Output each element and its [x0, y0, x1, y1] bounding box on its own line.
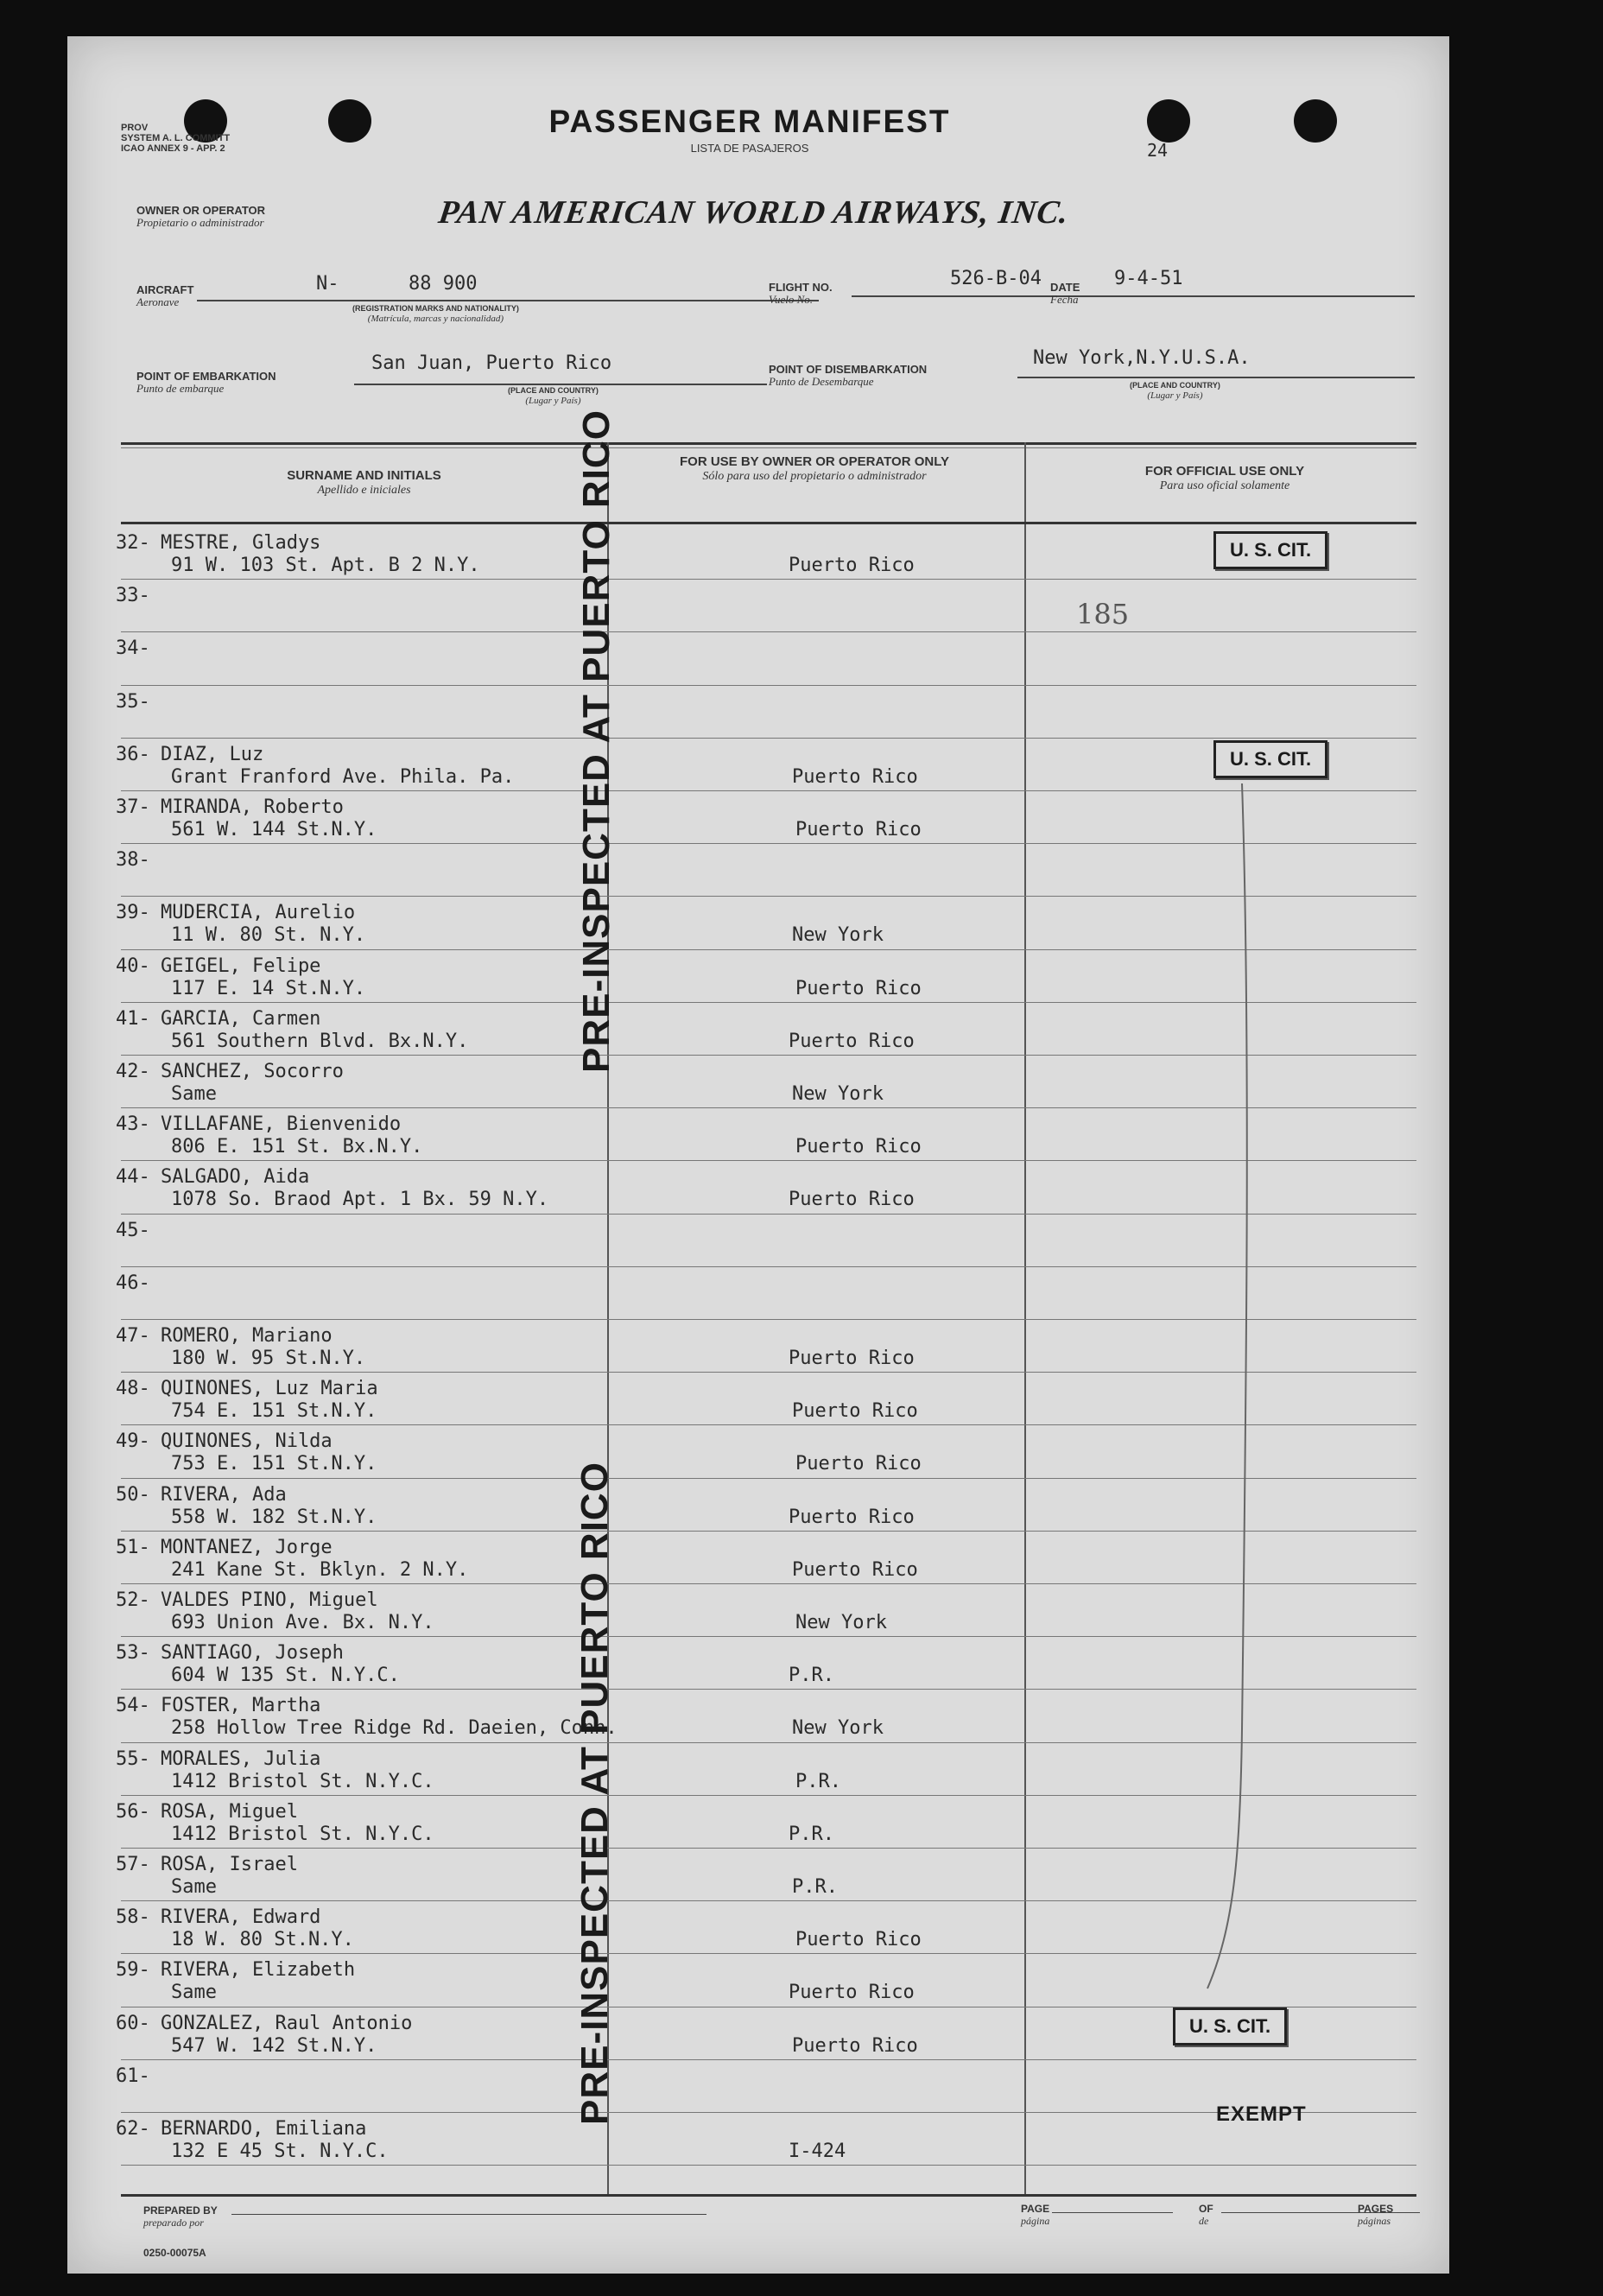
- row-number: 49-: [116, 1430, 150, 1453]
- disembarkation-label-block: POINT OF DISEMBARKATION Punto de Desembarque: [769, 363, 928, 388]
- table-top-rule: [121, 442, 1416, 445]
- passenger-address: 693 Union Ave. Bx. N.Y.: [171, 1612, 434, 1633]
- passenger-name: VALDES PINO, Miguel: [161, 1589, 378, 1611]
- row-number: 33-: [116, 585, 150, 607]
- column-header-owner-use: FOR USE BY OWNER OR OPERATOR ONLY Sólo para uso del propietario o administrador: [680, 454, 949, 483]
- row-number: 46-: [116, 1272, 150, 1294]
- passenger-name: VILLAFANE, Bienvenido: [161, 1113, 402, 1136]
- owner-use-entry: Puerto Rico: [795, 1136, 922, 1158]
- passenger-name: MUDERCIA, Aurelio: [161, 902, 356, 924]
- punch-hole: [328, 99, 371, 143]
- passenger-address: 18 W. 80 St.N.Y.: [171, 1929, 354, 1951]
- passenger-address: 561 W. 144 St.N.Y.: [171, 819, 377, 840]
- row-number: 32-: [116, 532, 150, 554]
- passenger-name: DIAZ, Luz: [161, 743, 264, 765]
- row-number: 34-: [116, 637, 150, 660]
- owner-use-entry: Puerto Rico: [795, 977, 922, 999]
- passenger-name: MIRANDA, Roberto: [161, 796, 344, 818]
- passenger-address: 91 W. 103 St. Apt. B 2 N.Y.: [171, 555, 480, 576]
- row-number: 58-: [116, 1906, 150, 1929]
- flight-label-block: FLIGHT NO. Vuelo No.: [769, 281, 833, 306]
- passenger-address: 753 E. 151 St.N.Y.: [171, 1453, 377, 1475]
- owner-use-entry: Puerto Rico: [795, 1929, 922, 1951]
- embarkation-value: San Juan, Puerto Rico: [371, 352, 612, 374]
- operator-name: PAN AMERICAN WORLD AIRWAYS, INC.: [436, 194, 1072, 231]
- row-number: 57-: [116, 1854, 150, 1875]
- owner-use-entry: New York: [792, 1717, 884, 1740]
- pencil-mark: [1190, 779, 1259, 2006]
- form-number: 0250-00075A: [143, 2247, 206, 2259]
- owner-use-entry: Puerto Rico: [792, 765, 918, 788]
- passenger-name: GARCIA, Carmen: [161, 1007, 321, 1030]
- owner-use-entry: Puerto Rico: [789, 1030, 915, 1052]
- of-label: OF de: [1199, 2203, 1213, 2227]
- row-number: 45-: [116, 1219, 150, 1241]
- row-number: 35-: [116, 690, 150, 713]
- disembarkation-value: New York,N.Y.U.S.A.: [1033, 347, 1251, 369]
- date-line: [1095, 295, 1415, 297]
- row-number: 60-: [116, 2012, 150, 2034]
- aircraft-prefix: N-: [316, 273, 339, 295]
- row-number: 39-: [116, 902, 150, 924]
- us-citizen-stamp: U. S. CIT.: [1213, 531, 1327, 569]
- passenger-address: 180 W. 95 St.N.Y.: [171, 1348, 366, 1369]
- passenger-name: RIVERA, Elizabeth: [161, 1959, 356, 1982]
- aircraft-label-block: AIRCRAFT Aeronave: [136, 283, 194, 308]
- passenger-address: 604 W 135 St. N.Y.C.: [171, 1665, 400, 1687]
- row-number: 36-: [116, 743, 150, 765]
- disembarkation-line: [1017, 377, 1415, 378]
- passenger-address: Same: [171, 1083, 217, 1105]
- row-number: 56-: [116, 1800, 150, 1823]
- page-line: [1052, 2212, 1173, 2213]
- preinspected-stamp: PRE-INSPECTED AT PUERTO RICO: [573, 1462, 616, 2125]
- prepared-by-line: [231, 2214, 706, 2215]
- disembarkation-note: (PLACE AND COUNTRY) (Lugar y País): [1130, 381, 1220, 401]
- embarkation-note: (PLACE AND COUNTRY) (Lugar y País): [508, 386, 599, 406]
- date-label-block: DATE Fecha: [1050, 281, 1080, 306]
- owner-label-block: OWNER OR OPERATOR Propietario o administrador: [136, 204, 266, 229]
- passenger-address: 547 W. 142 St.N.Y.: [171, 2034, 377, 2057]
- page-subtitle: LISTA DE PASAJEROS: [690, 142, 809, 155]
- manifest-sheet: [67, 36, 1449, 2274]
- owner-use-entry: Puerto Rico: [789, 1348, 915, 1369]
- aircraft-value: 88 900: [409, 273, 478, 295]
- passenger-name: ROSA, Miguel: [161, 1800, 298, 1823]
- row-number: 42-: [116, 1061, 150, 1082]
- owner-use-entry: P.R.: [789, 1823, 834, 1845]
- row-number: 41-: [116, 1007, 150, 1030]
- owner-use-entry: New York: [795, 1612, 887, 1633]
- passenger-address: 1412 Bristol St. N.Y.C.: [171, 1770, 434, 1792]
- owner-use-entry: P.R.: [792, 1876, 838, 1898]
- passenger-address: 561 Southern Blvd. Bx.N.Y.: [171, 1030, 469, 1052]
- passenger-address: 117 E. 14 St.N.Y.: [171, 977, 366, 999]
- owner-use-entry: P.R.: [795, 1770, 841, 1792]
- column-header-name: SURNAME AND INITIALS Apellido e iniciales: [287, 468, 441, 497]
- owner-use-entry: New York: [792, 924, 884, 947]
- us-citizen-stamp: U. S. CIT.: [1173, 2007, 1287, 2045]
- owner-use-entry: Puerto Rico: [792, 1400, 918, 1423]
- column-header-official-use: FOR OFFICIAL USE ONLY Para uso oficial solamente: [1144, 464, 1305, 492]
- passenger-name: RIVERA, Ada: [161, 1483, 287, 1506]
- row-number: 50-: [116, 1483, 150, 1506]
- row-number: 53-: [116, 1642, 150, 1665]
- table-row: [67, 686, 1449, 738]
- owner-use-entry: I-424: [789, 2141, 846, 2162]
- table-bottom-rule: [121, 2194, 1416, 2197]
- passenger-address: Same: [171, 1982, 217, 2004]
- passenger-address: Grant Franford Ave. Phila. Pa.: [171, 765, 515, 788]
- row-number: 54-: [116, 1695, 150, 1717]
- approval-text: PROV SYSTEM A. L. COMMITT ICAO ANNEX 9 - APP. 2: [121, 123, 231, 154]
- flight-date: 9-4-51: [1114, 268, 1183, 289]
- punch-hole: [1147, 99, 1190, 143]
- passenger-name: SALGADO, Aida: [161, 1166, 310, 1189]
- passenger-name: RIVERA, Edward: [161, 1906, 321, 1929]
- table-row: [67, 632, 1449, 684]
- punch-hole: [1294, 99, 1337, 143]
- corner-mark: 24: [1147, 140, 1169, 161]
- header-bottom-rule: [121, 522, 1416, 524]
- passenger-address: 11 W. 80 St. N.Y.: [171, 924, 366, 947]
- row-number: 44-: [116, 1166, 150, 1189]
- row-number: 51-: [116, 1536, 150, 1558]
- row-number: 38-: [116, 849, 150, 872]
- owner-use-entry: Puerto Rico: [792, 2034, 918, 2057]
- owner-use-entry: Puerto Rico: [789, 1189, 915, 1211]
- passenger-address: 754 E. 151 St.N.Y.: [171, 1400, 377, 1423]
- pages-label: PAGES páginas: [1358, 2203, 1394, 2227]
- flight-number: 526-B-04: [950, 268, 1042, 289]
- prepared-by-label: PREPARED BY preparado por: [143, 2204, 218, 2229]
- page-label: PAGE página: [1021, 2203, 1050, 2227]
- preinspected-stamp: PRE-INSPECTED AT PUERTO RICO: [575, 409, 618, 1073]
- row-number: 37-: [116, 796, 150, 818]
- passenger-name: ROMERO, Mariano: [161, 1325, 333, 1347]
- aircraft-note: (REGISTRATION MARKS AND NATIONALITY) (Matrícula, marcas y nacionalidad): [352, 304, 519, 324]
- passenger-name: GEIGEL, Felipe: [161, 955, 321, 977]
- aircraft-line: [197, 300, 819, 301]
- embarkation-label-block: POINT OF EMBARKATION Punto de embarque: [136, 370, 276, 395]
- row-rule: [121, 2165, 1416, 2166]
- passenger-name: SANCHEZ, Socorro: [161, 1061, 344, 1082]
- passenger-name: QUINONES, Luz Maria: [161, 1378, 378, 1400]
- owner-use-entry: Puerto Rico: [789, 1506, 915, 1528]
- passenger-address: 132 E 45 St. N.Y.C.: [171, 2141, 389, 2162]
- passenger-name: BERNARDO, Emiliana: [161, 2118, 367, 2140]
- passenger-address: 1078 So. Braod Apt. 1 Bx. 59 N.Y.: [171, 1189, 549, 1211]
- row-number: 47-: [116, 1325, 150, 1347]
- exempt-stamp: EXEMPT: [1216, 2103, 1307, 2126]
- table-top-rule-2: [121, 447, 1416, 448]
- owner-use-entry: Puerto Rico: [795, 1453, 922, 1475]
- passenger-address: 241 Kane St. Bklyn. 2 N.Y.: [171, 1558, 469, 1581]
- page-title: PASSENGER MANIFEST: [548, 104, 951, 139]
- row-number: 48-: [116, 1378, 150, 1400]
- table-row: [67, 580, 1449, 631]
- owner-use-entry: Puerto Rico: [795, 819, 922, 840]
- row-number: 52-: [116, 1589, 150, 1611]
- owner-use-entry: New York: [792, 1083, 884, 1105]
- passenger-name: FOSTER, Martha: [161, 1695, 321, 1717]
- passenger-name: QUINONES, Nilda: [161, 1430, 333, 1453]
- passenger-address: 258 Hollow Tree Ridge Rd. Daeien, Conn.: [171, 1717, 618, 1740]
- passenger-name: SANTIAGO, Joseph: [161, 1642, 344, 1665]
- passenger-name: ROSA, Israel: [161, 1854, 298, 1875]
- us-citizen-stamp: U. S. CIT.: [1213, 740, 1327, 778]
- owner-use-entry: Puerto Rico: [792, 1558, 918, 1581]
- passenger-name: MONTANEZ, Jorge: [161, 1536, 333, 1558]
- row-number: 40-: [116, 955, 150, 977]
- row-number: 59-: [116, 1959, 150, 1982]
- row-number: 62-: [116, 2118, 150, 2140]
- owner-use-entry: Puerto Rico: [789, 1982, 915, 2004]
- passenger-name: GONZALEZ, Raul Antonio: [161, 2012, 413, 2034]
- passenger-address: 806 E. 151 St. Bx.N.Y.: [171, 1136, 423, 1158]
- row-number: 55-: [116, 1747, 150, 1770]
- passenger-address: 558 W. 182 St.N.Y.: [171, 1506, 377, 1528]
- official-number: 185: [1076, 598, 1130, 631]
- owner-use-entry: P.R.: [789, 1665, 834, 1687]
- passenger-name: MESTRE, Gladys: [161, 532, 321, 554]
- row-number: 61-: [116, 2064, 150, 2087]
- passenger-address: Same: [171, 1876, 217, 1898]
- row-number: 43-: [116, 1113, 150, 1136]
- owner-use-entry: Puerto Rico: [789, 555, 915, 576]
- passenger-name: MORALES, Julia: [161, 1747, 321, 1770]
- passenger-address: 1412 Bristol St. N.Y.C.: [171, 1823, 434, 1845]
